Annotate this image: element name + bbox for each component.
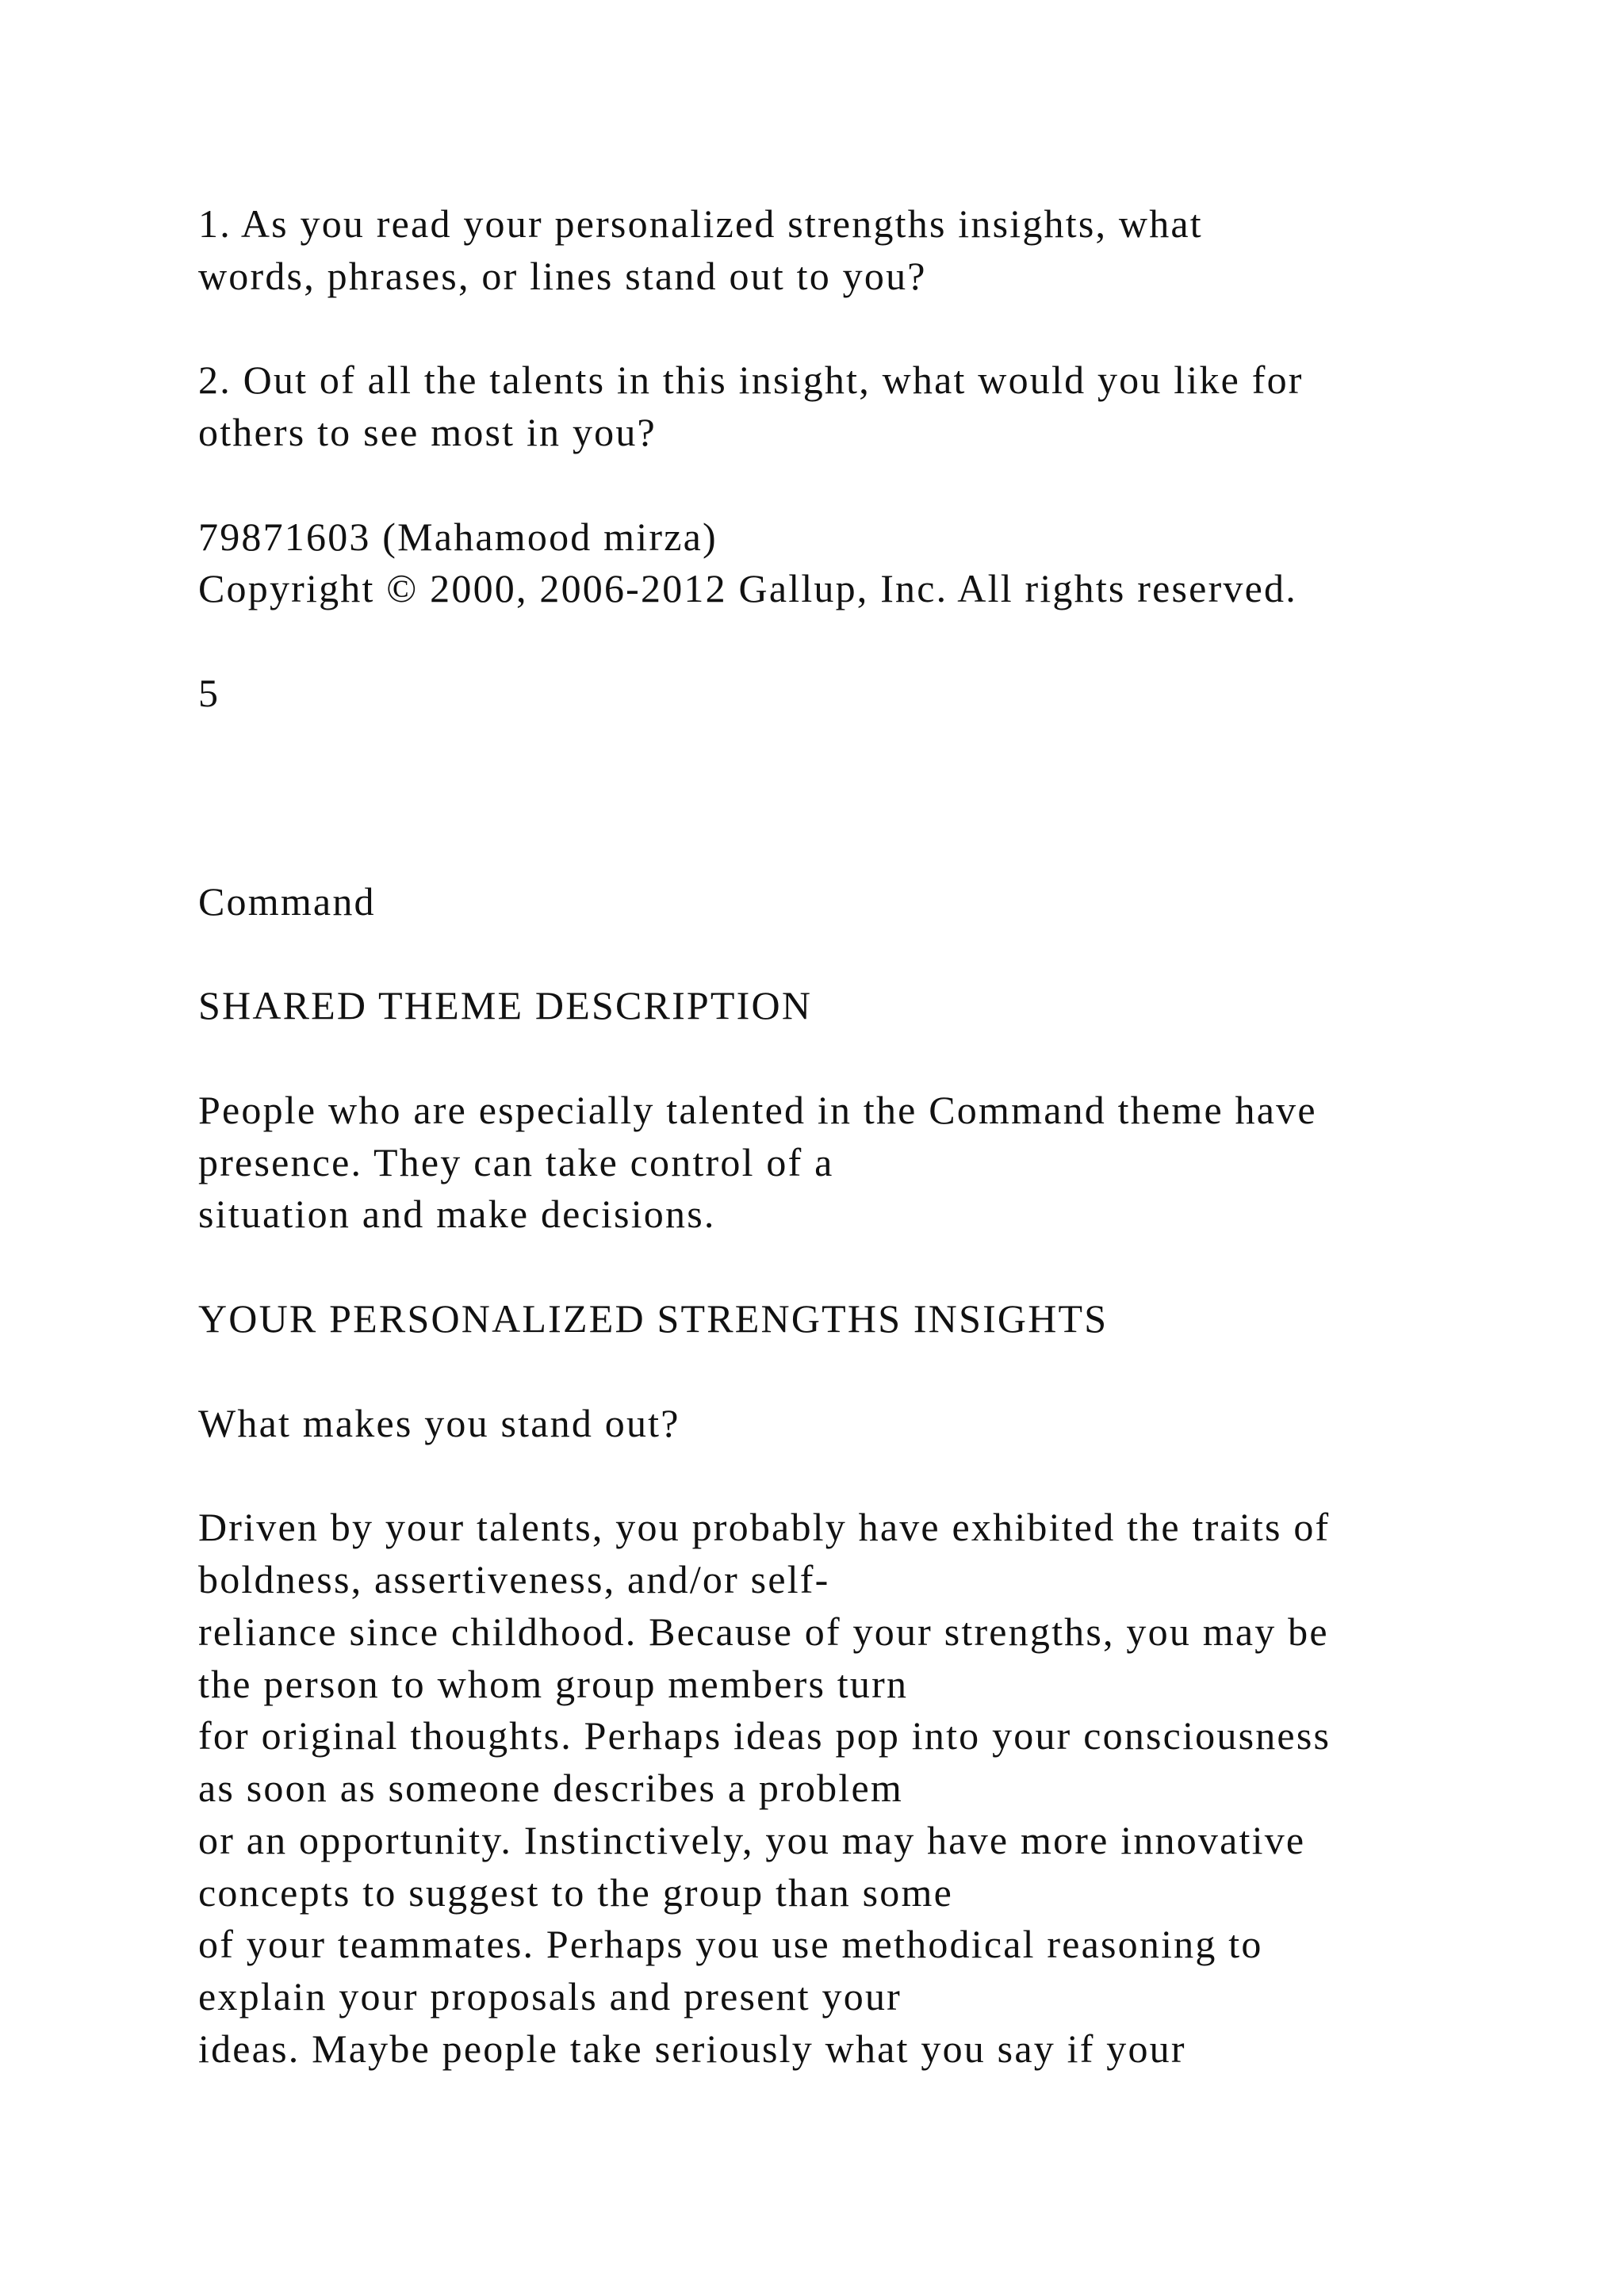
stand-out-heading: What makes you stand out?	[198, 1401, 680, 1445]
question-2-line-2: others to see most in you?	[198, 410, 657, 454]
shared-theme-heading: SHARED THEME DESCRIPTION	[198, 983, 813, 1027]
body-line: the person to whom group members turn	[198, 1662, 909, 1706]
body-line: Driven by your talents, you probably have exhibited the traits of	[198, 1505, 1331, 1549]
body-line: explain your proposals and present your	[198, 1974, 902, 2019]
insights-heading: YOUR PERSONALIZED STRENGTHS INSIGHTS	[198, 1296, 1109, 1341]
body-line: ideas. Maybe people take seriously what you say if your	[198, 2026, 1186, 2071]
shared-theme-line: presence. They can take control of a	[198, 1140, 834, 1184]
body-line: of your teammates. Perhaps you use methodical reasoning to	[198, 1922, 1263, 1966]
body-line: or an opportunity. Instinctively, you may have more innovative	[198, 1818, 1306, 1862]
question-1-line-2: words, phrases, or lines stand out to you?	[198, 254, 927, 298]
question-2-line-1: 2. Out of all the talents in this insight, what would you like for	[198, 358, 1304, 402]
copyright-line: Copyright © 2000, 2006-2012 Gallup, Inc. All rights reserved.	[198, 566, 1297, 610]
body-line: boldness, assertiveness, and/or self-	[198, 1557, 830, 1601]
body-line: as soon as someone describes a problem	[198, 1766, 903, 1810]
question-1-line-1: 1. As you read your personalized strengths insights, what	[198, 201, 1203, 246]
body-line: concepts to suggest to the group than some	[198, 1870, 953, 1915]
shared-theme-line: situation and make decisions.	[198, 1192, 716, 1236]
shared-theme-line: People who are especially talented in the Command theme have	[198, 1088, 1317, 1132]
body-line: for original thoughts. Perhaps ideas pop into your consciousness	[198, 1713, 1331, 1758]
user-id-line: 79871603 (Mahamood mirza)	[198, 515, 718, 559]
body-line: reliance since childhood. Because of your strengths, you may be	[198, 1609, 1329, 1654]
theme-title: Command	[198, 879, 376, 924]
page-number: 5	[198, 671, 220, 715]
